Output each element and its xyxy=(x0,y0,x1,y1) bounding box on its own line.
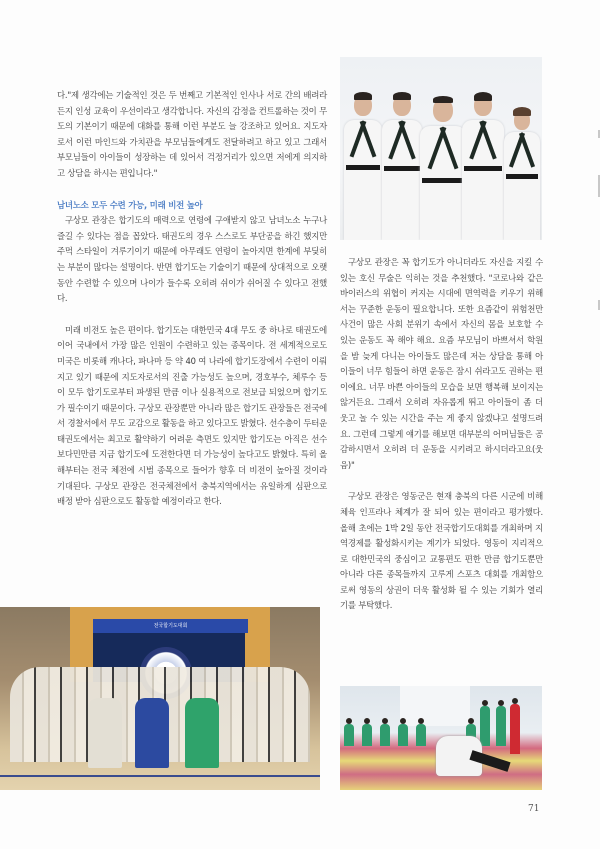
seated-official xyxy=(88,698,122,768)
standing-student xyxy=(480,706,490,746)
paragraph-yeongdong: 구상모 관장은 영동군은 현재 충북의 다른 시군에 비해 체육 인프라나 체계가 잘 되어 있는 편이라고 평가했다. 올해 초에는 1박 2일 동안 전국합기도대회를 개최하며 지역경제를 활성화시키는 계기가 되었다. 영동이 지리적으로 대한민국의 중심이고 교통편도 편한 만큼 합기도뿐만 아니라 다른 종목들까지 고루게 스포츠 대회를 개최함으로써 영동의 상권이 더욱 활성화 될 수 있는 기회가 열리기를 부탁했다. xyxy=(340,491,543,611)
paragraph-gap xyxy=(57,182,327,198)
board-breaking-photo xyxy=(340,686,542,790)
paragraph-future-vision: 미래 비전도 높은 편이다. 합기도는 대한민국 4대 무도 중 하나로 태권도에 이어 국내에서 가장 많은 인원이 수련하고 있는 종목이다. 전 세계적으로도 미국은 비롯해 캐나다, 파나마 등 약 40 여 나라에 합기도장에서 수련이 이뤄지고 있기 때문에 지도자로서의 진출 가능성도 높으며, 경호부수, 체루수 등이 모두 합기도로부터 파생된 만큼 이나 실용적으로 전보급 되었으며 합기도가 필수이기 때문이다. 구상모 관장뿐만 아니라 많은 합기도 관장들은 전국에서 경찰서에서 무도 교감으로 활동을 하고 있다고도 밝혔다. 선수층이 두터운 태권도에서는 최고로 활약하기 어려운 측면도 있지만 합기도는 아직은 선수보다민만큼 지금 합기도에 도전한다면 더 가능성이 높다고도 밝혔다. 특히 올해부터는 전국 체전에 시범 종목으로 들어가 향후 더 비전이 높아질 것이라 기대된다. 구상모 관장은 전국체전에서 충북지역에서는 유일하게 심판으로 배정 받아 심판으로도 활동할 예정이라고 한다. xyxy=(57,324,327,507)
page-number: 71 xyxy=(528,804,540,814)
instructor-figure xyxy=(382,88,422,240)
paragraph-self-defense: 구상모 관장은 꼭 합기도가 아니더라도 자신을 지킬 수 있는 호신 무술은 익히는 것을 추천했다. "코로나와 같은 바이러스의 위협이 커지는 시대에 면역력을 키우기 위해서는 꾸준한 운동이 필요합니다. 또한 요즘같이 위험천만 사건이 많은 사회 분위기 속에서 자신의 몸을 보호할 수 있는 운동도 꼭 해야 해요. 요즘 부모님이 바쁘셔서 학원을 밤 늦게 다니는 아이들도 많은데 저는 상담을 통해 아이들이 너무 힘들어 하면 운동은 잠시 쉬라고도 권하는 편이에요. 너무 바쁜 아이들의 모습을 보면 행복해 보이지는 않거든요. 그래서 오히려 자유롭게 뛰고 아이들이 좀 더 웃고 놀 수 있는 시간을 주는 게 좋지 않겠냐고 설명드려요. 그런데 그렇게 얘기를 해보면 대부분의 어머님들은 공감하시면서 오히려 더 운동을 시키려고 하시더라고요(웃음)" xyxy=(340,257,543,470)
instructor-figure xyxy=(420,94,466,240)
paragraph-quote: 다."제 생각에는 기술적인 것은 두 번째고 기본적인 인사나 서로 간의 배려라든지 인성 교육이 우선이라고 생각합니다. 자신의 감정을 컨트롤하는 것이 무도의 기본이기 때문에 대화를 통해 이런 부분도 늘 강조하고 있어요. 지도자로서 이런 마인드와 가치관을 부모님들에게도 전달하려고 하고 있고 그래서 부모님들이 아이들이 성장하는 데 있어서 걱정거리가 있으면 저에게 의지하고 상담을 하시는 편입니다." xyxy=(57,90,327,178)
seated-student xyxy=(380,724,390,746)
instructor-figure xyxy=(504,104,540,240)
paragraph-gap xyxy=(340,473,543,489)
seated-student xyxy=(362,724,372,746)
seated-official xyxy=(185,698,219,768)
seated-student xyxy=(398,724,408,746)
seated-official xyxy=(135,698,169,768)
section-subheading: 남녀노소 모두 수련 가능, 미래 비전 높아 xyxy=(57,199,203,210)
seated-student xyxy=(416,724,426,746)
instructor-figure xyxy=(344,90,382,240)
standing-instructor xyxy=(510,704,520,754)
instructors-photo xyxy=(340,57,542,240)
seated-student xyxy=(344,724,354,746)
standing-student xyxy=(496,706,506,746)
paragraph-all-ages: 구상모 관장은 합기도의 매력으로 연령에 구애받지 않고 남녀노소 누구나 즐길 수 있다는 점을 꼽았다. 태권도의 경우 스스로도 부단공을 하긴 했지만 주먹 스타일이 겨루기이기 때문에 아무래도 연령이 높아지면 한계에 부딪히는 부분이 많다는 설명이다. 반면 합기도는 기술이기 때문에 상대적으로 오랫동안 수련할 수 있으며 나이가 들수록 오히려 쉬이가 쉬어질 수 있다고 전했다. xyxy=(57,215,327,304)
floor-line xyxy=(0,775,320,777)
right-text-column xyxy=(340,255,543,614)
event-banner: 전국합기도대회 xyxy=(93,619,248,633)
left-text-column xyxy=(57,88,327,510)
projection-screen xyxy=(400,686,470,726)
paragraph-gap xyxy=(57,307,327,323)
ceremony-group-photo xyxy=(0,607,320,790)
instructor-figure xyxy=(462,88,504,240)
